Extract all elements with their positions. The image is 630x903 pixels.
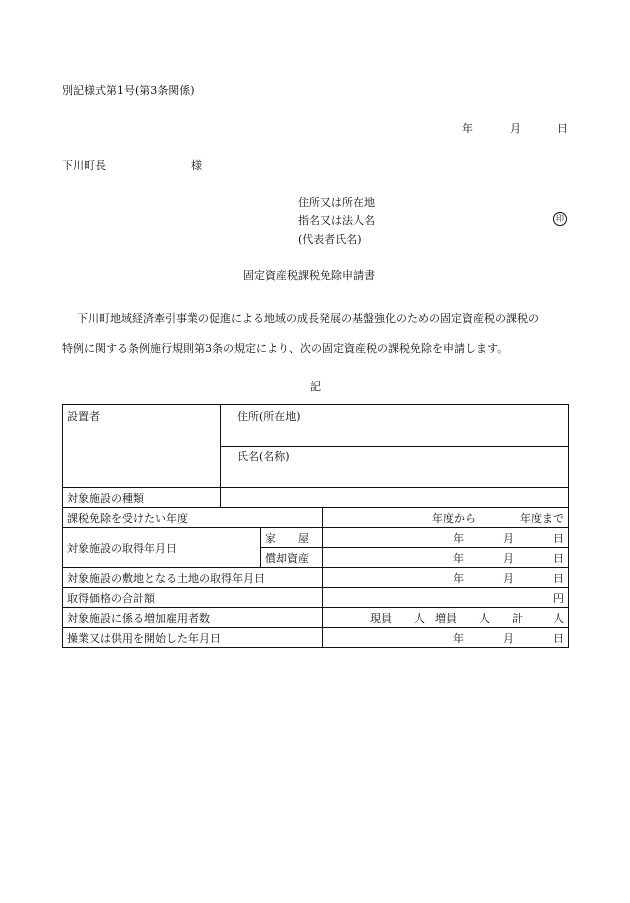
address-label: 住所又は所在地 xyxy=(298,196,375,209)
facility-type-label: 対象施設の種類 xyxy=(63,488,221,508)
ki-label: 記 xyxy=(310,380,321,393)
document-title: 固定資産税課税免除申請書 xyxy=(243,269,375,282)
date-year-label: 年 xyxy=(462,122,473,135)
installer-label: 設置者 xyxy=(63,405,221,488)
house-label: 家 屋 xyxy=(261,528,323,548)
exempt-years-field[interactable] xyxy=(323,508,569,528)
employees-label: 対象施設に係る増加雇用者数 xyxy=(63,608,323,628)
acquisition-date-label: 対象施設の取得年月日 xyxy=(63,528,261,568)
house-date-field[interactable]: 年 月 日 xyxy=(323,528,569,548)
start-date-field[interactable]: 年 月 日 xyxy=(323,628,569,648)
yen-unit: 円 xyxy=(553,591,565,605)
representative-label: (代表者氏名) xyxy=(298,233,362,246)
installer-name-field[interactable] xyxy=(221,447,569,488)
honorific: 様 xyxy=(191,159,202,172)
name-label: 指名又は法人名 xyxy=(298,214,375,227)
seal-icon: 印 xyxy=(553,211,567,226)
installer-address-field[interactable] xyxy=(221,405,569,447)
installer-name-label: 氏名(名称) xyxy=(237,450,290,463)
date-day-label: 日 xyxy=(557,122,568,135)
land-acquisition-label: 対象施設の敷地となる土地の取得年月日 xyxy=(63,568,323,588)
body-line-1: 下川町地域経済牽引事業の促進による地域の成長発展の基盤強化のための固定資産税の課税の xyxy=(77,312,539,325)
start-date-label: 操業又は供用を開始した年月日 xyxy=(63,628,323,648)
installer-address-label: 住所(所在地) xyxy=(237,410,301,423)
date-month-label: 月 xyxy=(510,122,521,135)
application-table xyxy=(62,404,569,648)
depreciable-date-field[interactable]: 年 月 日 xyxy=(323,548,569,568)
from-year-label: 年度から xyxy=(432,511,477,525)
total-price-field[interactable] xyxy=(323,588,569,608)
total-price-label: 取得価格の合計額 xyxy=(63,588,323,608)
addressee: 下川町長 xyxy=(62,159,106,172)
land-date-field[interactable]: 年 月 日 xyxy=(323,568,569,588)
depreciable-assets-label: 償却資産 xyxy=(261,548,323,568)
facility-type-field[interactable] xyxy=(221,488,569,508)
employees-field[interactable]: 現員 人 増員 人 計 人 xyxy=(323,608,569,628)
form-number: 別記様式第1号(第3条関係) xyxy=(62,84,195,97)
exempt-years-label: 課税免除を受けたい年度 xyxy=(63,508,323,528)
to-year-label: 年度まで xyxy=(520,511,565,525)
body-line-2: 特例に関する条例施行規則第3条の規定により、次の固定資産税の課税免除を申請します。 xyxy=(62,342,509,355)
